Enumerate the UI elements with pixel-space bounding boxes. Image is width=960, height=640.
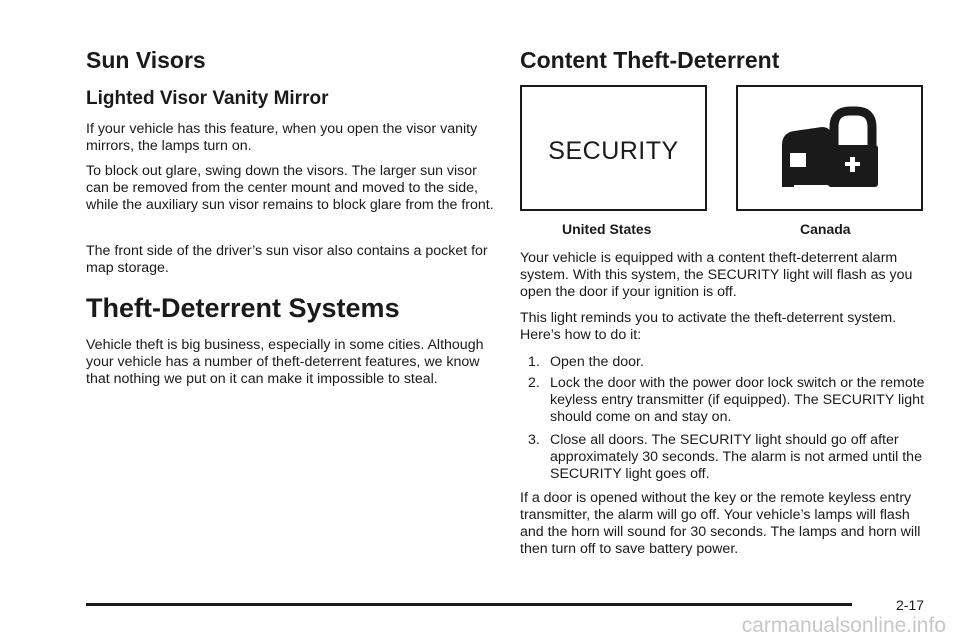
paragraph-how-to: This light reminds you to activate the theft-deterrent system. Here’s how to do it:	[520, 310, 897, 343]
heading-theft-deterrent: Theft-Deterrent Systems	[86, 293, 400, 323]
step-text: Close all doors. The SECURITY light should go off after approximately 30 seconds. The alarm is not armed until the SECURITY light goes off.	[550, 432, 922, 482]
vehicle-padlock-icon	[738, 87, 921, 209]
step-text: Lock the door with the power door lock switch or the remote keyless entry transmitter (if equipped). The SECURITY light should come on and stay on.	[550, 375, 925, 425]
paragraph-visor-mirror: If your vehicle has this feature, when you open the visor vanity mirrors, the lamps turn on.	[86, 121, 478, 154]
step-number: 3.	[528, 432, 540, 448]
caption-canada: Canada	[800, 221, 851, 237]
figure-canada-security-light	[736, 85, 923, 211]
heading-sun-visors: Sun Visors	[86, 47, 206, 73]
heading-content-theft: Content Theft-Deterrent	[520, 47, 780, 73]
figure-us-security-light	[520, 85, 707, 211]
step-number: 2.	[528, 375, 540, 391]
heading-lighted-visor: Lighted Visor Vanity Mirror	[86, 88, 329, 109]
footer-rule	[86, 603, 852, 606]
paragraph-map-pocket: The front side of the driver’s sun visor also contains a pocket for map storage.	[86, 243, 488, 276]
caption-united-states: United States	[562, 221, 652, 237]
paragraph-vehicle-theft: Vehicle theft is big business, especially in some cities. Although your vehicle has a number of theft-deterrent features, we know that nothing we put on it can make it impossible to steal.	[86, 337, 484, 387]
page-number: 2-17	[896, 597, 925, 613]
step-number: 1.	[528, 354, 540, 370]
step-text: Open the door.	[550, 354, 644, 370]
paragraph-system-intro: Your vehicle is equipped with a content theft-deterrent alarm system. With this system, the SECURITY light will flash as you open the door if your ignition is off.	[520, 250, 913, 300]
watermark-text: carmanualsonline.info	[741, 614, 946, 637]
paragraph-alarm-behavior: If a door is opened without the key or the remote keyless entry transmitter, the alarm will go off. Your vehicle’s lamps will flash and the horn will sound for 30 seconds. The lamps and horn will then turn off to save battery power.	[520, 490, 921, 557]
paragraph-block-glare: To block out glare, swing down the visors. The larger sun visor can be removed from the center mount and moved to the side, while the auxiliary sun visor remains to block glare from the front.	[86, 163, 494, 213]
security-light-text: SECURITY	[548, 137, 679, 165]
